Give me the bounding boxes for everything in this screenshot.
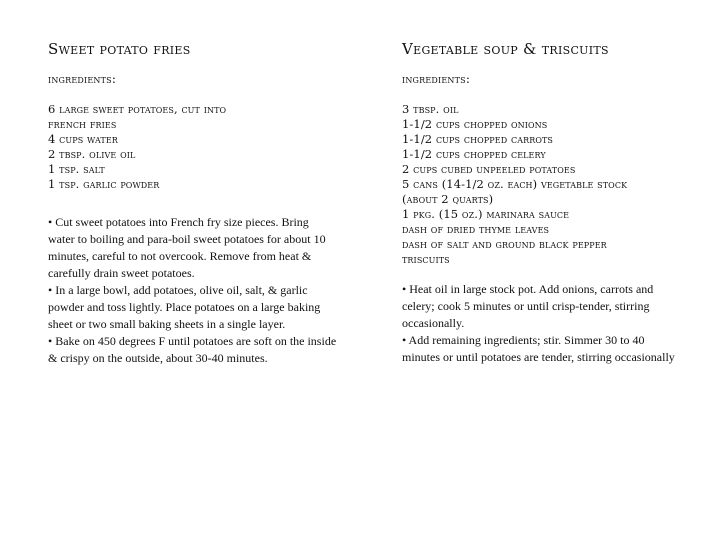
ingredient-item: 4 cups water [48,132,118,146]
ingredient-item: 1 pkg. (15 oz.) marinara sauce [402,207,570,221]
ingredient-item: 6 large sweet potatoes, cut into [48,102,227,116]
ingredient-list [402,102,682,267]
ingredient-item: (about 2 quarts) [402,192,494,206]
ingredient-item: 1 tsp. salt [48,162,105,176]
ingredient-item: french fries [48,117,117,131]
ingredient-item: 3 tbsp. oil [402,102,459,116]
ingredient-list [48,102,338,192]
instructions [48,214,338,367]
instruction-step: • In a large bowl, add potatoes, olive oil, salt, & garlic powder and toss lightly. Place potatoes on a large baking sheet or two small baking sheets in a single layer. [48,283,321,331]
ingredients-heading: ingredients: [402,72,471,86]
instructions [402,281,682,366]
ingredient-item: 1 tsp. garlic powder [48,177,160,191]
ingredient-item: dash of dried thyme leaves [402,222,550,236]
ingredient-item: 5 cans (14-1/2 oz. each) vegetable stock [402,177,628,191]
recipe-title: Vegetable soup & triscuits [402,40,609,58]
instruction-step: • Heat oil in large stock pot. Add onions, carrots and celery; cook 5 minutes or until crisp-tender, stirring occasionally. [402,282,654,330]
recipe-sweet-potato-fries [48,40,338,367]
instruction-step: • Add remaining ingredients; stir. Simmer 30 to 40 minutes or until potatoes are tender, stirring occasionally [402,333,675,364]
ingredient-item: 2 cups cubed unpeeled potatoes [402,162,576,176]
ingredient-item: dash of salt and ground black pepper [402,237,607,251]
ingredients-heading: ingredients: [48,72,117,86]
ingredient-item: 2 tbsp. olive oil [48,147,136,161]
instruction-step: • Bake on 450 degrees F until potatoes are soft on the inside & crispy on the outside, about 30-40 minutes. [48,334,337,365]
ingredient-item: 1-1/2 cups chopped carrots [402,132,553,146]
recipe-vegetable-soup [402,40,682,366]
ingredient-item: 1-1/2 cups chopped celery [402,147,546,161]
ingredient-item: triscuits [402,252,450,266]
recipe-title: Sweet potato fries [48,40,191,58]
ingredient-item: 1-1/2 cups chopped onions [402,117,548,131]
instruction-step: • Cut sweet potatoes into French fry size pieces. Bring water to boiling and para-boil sweet potatoes for about 10 minutes, careful to not overcook. Remove from heat & carefully drain sweet potatoes. [48,215,326,280]
